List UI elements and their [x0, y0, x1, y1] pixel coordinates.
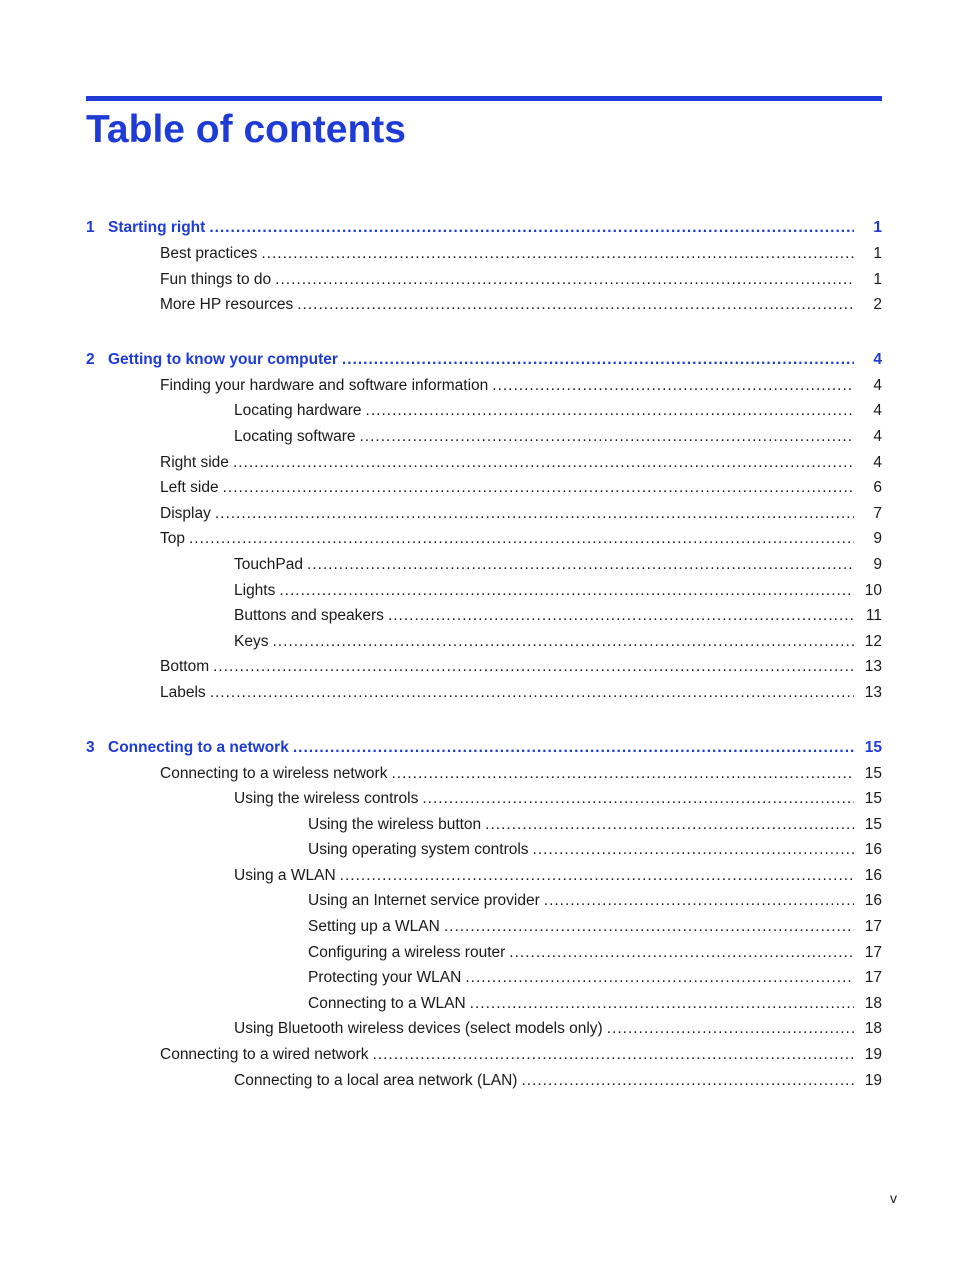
toc-entry[interactable] — [86, 812, 882, 838]
toc-entry-label: Buttons and speakers — [234, 607, 384, 625]
toc-entry-page-number: 10 — [864, 581, 882, 599]
chapter-number: 1 — [86, 219, 95, 236]
toc-entry-label: Using Bluetooth wireless devices (select models only) — [234, 1020, 603, 1038]
toc-entry-page-number: 6 — [873, 479, 882, 497]
dot-leader — [223, 475, 854, 501]
toc-entry-label: Protecting your WLAN — [308, 969, 462, 987]
title-rule — [86, 96, 882, 101]
toc-entry-label: Using the wireless button — [308, 815, 482, 833]
toc-entry-page-number: 11 — [865, 607, 882, 625]
toc-entry-page-number: 9 — [873, 555, 882, 573]
toc-entry[interactable] — [86, 1016, 882, 1042]
toc-entry-label: Connecting to a local area network (LAN) — [234, 1071, 518, 1089]
toc-entry-page-number: 17 — [864, 918, 882, 936]
toc-entry[interactable] — [86, 965, 882, 991]
toc-entry-page-number: 17 — [864, 943, 882, 961]
dot-leader — [366, 398, 854, 424]
dot-leader — [279, 578, 854, 604]
toc-entry-label: Best practices — [160, 245, 258, 262]
chapter-number: 2 — [86, 350, 95, 368]
toc-entry-label: Bottom — [160, 658, 210, 676]
toc-entry[interactable] — [86, 991, 882, 1017]
toc-entry-page-number: 19 — [864, 1071, 882, 1089]
toc-chapter-link[interactable] — [86, 734, 882, 761]
toc-entry[interactable] — [86, 603, 882, 629]
dot-leader — [544, 888, 854, 914]
chapter-page-number: 4 — [873, 350, 882, 368]
dot-leader — [209, 214, 854, 241]
page-title: Table of contents — [86, 108, 406, 151]
toc-entry-label: Fun things to do — [160, 270, 272, 288]
toc-entry[interactable] — [86, 1068, 882, 1094]
toc-entry[interactable] — [86, 475, 882, 501]
toc-entry[interactable] — [86, 863, 882, 889]
chapter-page-number: 15 — [864, 738, 882, 756]
toc-entry[interactable] — [86, 680, 882, 706]
dot-leader — [297, 292, 854, 318]
toc-entry[interactable] — [86, 241, 882, 267]
toc-entry-page-number: 4 — [873, 453, 882, 471]
toc-entry-label: Finding your hardware and software information — [160, 376, 489, 394]
toc-entry[interactable] — [86, 398, 882, 424]
toc-entry-page-number: 15 — [864, 764, 882, 782]
toc-chapter-link[interactable] — [86, 214, 882, 241]
toc-entry[interactable] — [86, 424, 882, 450]
toc-chapter-link[interactable] — [86, 346, 882, 373]
toc-entry[interactable] — [86, 578, 882, 604]
toc-entry[interactable] — [86, 914, 882, 940]
toc-entry-label: Locating software — [234, 427, 356, 445]
toc-entry[interactable] — [86, 786, 882, 812]
toc-entry-page-number: 18 — [864, 1020, 882, 1038]
dot-leader — [340, 863, 854, 889]
toc-entry-page-number: 16 — [864, 866, 882, 884]
dot-leader — [492, 373, 854, 399]
dot-leader — [213, 654, 854, 680]
toc-entry-label: Top — [160, 530, 185, 548]
chapter-title: Getting to know your computer — [108, 350, 338, 368]
dot-leader — [233, 450, 854, 476]
toc-chapter — [86, 214, 882, 318]
dot-leader — [607, 1016, 854, 1042]
table-of-contents — [86, 214, 882, 1121]
toc-entry[interactable] — [86, 292, 882, 318]
dot-leader — [261, 241, 854, 267]
chapter-title: Connecting to a network — [108, 738, 289, 756]
page-number: v — [890, 1190, 897, 1206]
toc-entry[interactable] — [86, 267, 882, 293]
toc-entry[interactable] — [86, 450, 882, 476]
toc-entry[interactable] — [86, 1042, 882, 1068]
toc-entry-label: Connecting to a WLAN — [308, 994, 466, 1012]
toc-entry-label: More HP resources — [160, 296, 294, 314]
dot-leader — [470, 991, 854, 1017]
toc-entry[interactable] — [86, 526, 882, 552]
dot-leader — [391, 761, 854, 787]
dot-leader — [388, 603, 854, 629]
dot-leader — [275, 267, 854, 293]
toc-entry-label: TouchPad — [234, 555, 303, 573]
toc-entry-label: Locating hardware — [234, 402, 362, 420]
toc-entry-label: Using an Internet service provider — [308, 892, 540, 910]
chapter-number: 3 — [86, 738, 95, 756]
dot-leader — [210, 680, 854, 706]
toc-chapter — [86, 734, 882, 1094]
toc-entry-page-number: 4 — [873, 427, 882, 445]
dot-leader — [293, 734, 854, 761]
toc-chapter — [86, 346, 882, 706]
toc-entry-label: Labels — [160, 683, 206, 701]
toc-entry-page-number: 15 — [864, 790, 882, 808]
toc-entry-label: Right side — [160, 453, 229, 471]
dot-leader — [215, 501, 854, 527]
toc-entry[interactable] — [86, 654, 882, 680]
toc-entry[interactable] — [86, 940, 882, 966]
toc-entry-page-number: 13 — [864, 683, 882, 701]
toc-entry[interactable] — [86, 629, 882, 655]
toc-entry-label: Keys — [234, 632, 269, 650]
dot-leader — [485, 812, 854, 838]
dot-leader — [465, 965, 854, 991]
dot-leader — [272, 629, 854, 655]
dot-leader — [533, 837, 854, 863]
dot-leader — [444, 914, 854, 940]
chapter-page-number: 1 — [873, 219, 882, 236]
toc-entry-label: Using operating system controls — [308, 841, 529, 859]
dot-leader — [509, 940, 854, 966]
toc-entry-label: Lights — [234, 581, 276, 599]
toc-entry-label: Configuring a wireless router — [308, 943, 506, 961]
toc-entry-page-number: 2 — [873, 296, 882, 314]
toc-entry-page-number: 1 — [873, 245, 882, 262]
toc-entry-page-number: 7 — [873, 504, 882, 522]
toc-entry-label: Connecting to a wired network — [160, 1046, 369, 1064]
toc-entry-page-number: 16 — [864, 841, 882, 859]
toc-entry[interactable] — [86, 837, 882, 863]
toc-entry-page-number: 15 — [864, 815, 882, 833]
dot-leader — [521, 1068, 854, 1094]
toc-entry[interactable] — [86, 888, 882, 914]
toc-entry-label: Using the wireless controls — [234, 790, 419, 808]
toc-entry-page-number: 12 — [864, 632, 882, 650]
toc-entry-page-number: 13 — [864, 658, 882, 676]
toc-entry-label: Setting up a WLAN — [308, 918, 440, 936]
toc-entry[interactable] — [86, 552, 882, 578]
toc-entry[interactable] — [86, 761, 882, 787]
toc-entry-label: Left side — [160, 479, 219, 497]
toc-entry-label: Display — [160, 504, 211, 522]
toc-entry-page-number: 18 — [864, 994, 882, 1012]
toc-entry-label: Connecting to a wireless network — [160, 764, 388, 782]
dot-leader — [373, 1042, 854, 1068]
dot-leader — [342, 346, 854, 373]
toc-entry-page-number: 16 — [864, 892, 882, 910]
toc-entry-page-number: 9 — [873, 530, 882, 548]
toc-entry-page-number: 19 — [864, 1046, 882, 1064]
dot-leader — [360, 424, 855, 450]
chapter-title: Starting right — [108, 219, 206, 236]
toc-entry[interactable] — [86, 501, 882, 527]
dot-leader — [189, 526, 854, 552]
dot-leader — [307, 552, 854, 578]
toc-entry-page-number: 4 — [873, 402, 882, 420]
toc-entry-page-number: 17 — [864, 969, 882, 987]
toc-entry-page-number: 4 — [873, 376, 882, 394]
dot-leader — [422, 786, 854, 812]
toc-entry[interactable] — [86, 373, 882, 399]
toc-entry-label: Using a WLAN — [234, 866, 336, 884]
toc-entry-page-number: 1 — [873, 270, 882, 288]
